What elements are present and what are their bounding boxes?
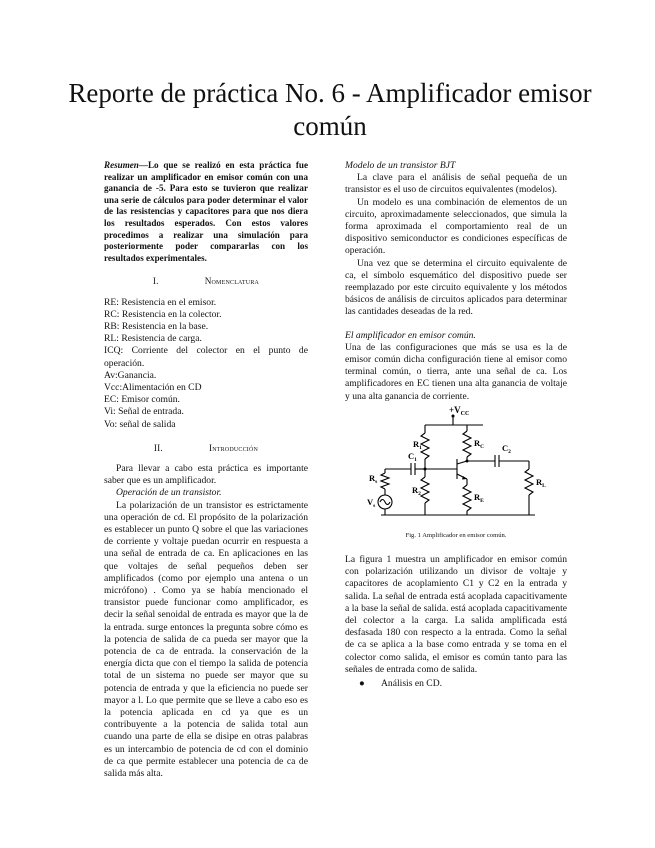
section-number: I. (152, 276, 159, 287)
label-c2: $C_2$ (502, 442, 511, 455)
bullet-text: Análisis en CD. (381, 678, 443, 690)
bullet-icon: ● (359, 678, 365, 690)
abstract-label: Resumen (104, 160, 139, 170)
label-r1: $R_1$ (413, 438, 422, 451)
left-column (104, 160, 308, 780)
subsection-title: Modelo de un transistor BJT (345, 160, 456, 171)
body-paragraph: La clave para el análisis de señal pequeña de un transistor es el uso de circuitos equivalentes (modelos). (345, 172, 567, 196)
nomenclature-item: Av:Ganancia. (104, 369, 157, 381)
label-rc: $R_C$ (474, 437, 485, 450)
body-paragraph: La figura 1 muestra un amplificador en emisor común con polarización utilizando un divisor de voltaje y capacitores de acoplamiento C1 y C2 en la entrada y salida. La señal de entrada está acoplada capacitivamente a la base la señal de salida. está acoplada capacitivamente del colector a la carga. La salida amplificada está desfasada 180 con respecto a la entrada. Como la señal de ca se aplica a la base como entrada y se toma en el colector como salida, el emisor es común tanto para las señales de entrada como de salida. (345, 554, 567, 675)
nomenclature-item: RB: Resistencia en la base. (104, 320, 209, 332)
label-re: $R_E$ (474, 491, 484, 504)
intro-paragraph: Para llevar a cabo esta práctica es importante saber que es un amplificador. (104, 462, 308, 487)
label-vcc: $+V_{CC}$ (449, 404, 470, 417)
section-number: II. (153, 442, 163, 453)
figure-caption: Fig. 1 Amplificador en emisor común. (405, 531, 507, 539)
nomenclature-item: RC: Resistencia en la colector. (104, 308, 222, 320)
body-paragraph: Una vez que se determina el circuito equivalente de ca, el símbolo esquemático del dispositivo puede ser reemplazado por este circuito equivalente y los métodos básicos de análisis de circuitos aplicados para determinar las cantidades deseadas de la red. (345, 257, 567, 318)
nomenclature-item: ICQ: Corriente del colector en el punto de operación. (104, 345, 308, 369)
circuit-figure (345, 403, 567, 527)
circuit-diagram (345, 403, 567, 527)
nomenclature-item: Vcc:Alimentación en CD (104, 381, 202, 393)
body-paragraph: La polarización de un transistor es estrictamente una operación de cd. El propósito de la polarización es establecer un punto Q sobre el que las variaciones de corriente y voltaje puedan ocurrir en respuesta a una señal de entrada de ca. En aplicaciones en las que voltajes de señal pequeños deben ser amplificados (como por ejemplo una antena o un micrófono) . Como ya se había mencionado el transistor puede funcionar como amplificador, es decir la señal senoidal de entrada es mayor que la de la entrada. surge entonces la pregunta sobre cómo es la potencia de salida de ca pueda ser mayor que la potencia de ca de entrada. la conservación de la energía dicta que con el tiempo la salida de potencia total de un sistema no puede ser mayor que su potencia de entrada y que la eficiencia no puede ser mayor a l. Lo que permite que se lleve a cabo eso es la potencia aplicada en cd ya que es un contribuyente a la potencia de salida total aun cuando una parte de ella se disipe en otras palabras es un intercambio de potencia de cd con el dominio de ca que permite establecer una potencia de ca de salida más alta. (104, 499, 308, 780)
subsection-title: Operación de un transistor. (116, 487, 222, 499)
right-column (345, 160, 567, 690)
bullet-item (345, 678, 567, 690)
label-r2: $R_2$ (412, 484, 421, 497)
abstract (104, 160, 308, 264)
section-heading-nomenclatura (104, 275, 308, 287)
label-rl: $R_L$ (536, 476, 546, 489)
nomenclature-item: EC: Emisor común. (104, 394, 180, 406)
body-paragraph: Un modelo es una combinación de elementos de un circuito, aproximadamente seleccionados, que simula la forma aproximada el comportamiento real de un dispositivo semiconductor es condiciones específicas de operación. (345, 196, 567, 257)
section-heading-introduccion (104, 442, 308, 454)
page-title: Reporte de práctica No. 6 - Amplificador emisor común (68, 78, 592, 141)
label-rs: $R_s$ (369, 472, 378, 485)
subsection-title: El amplificador en emisor común. (345, 329, 476, 341)
nomenclature-item: RE: Resistencia en el emisor. (104, 296, 217, 308)
nomenclature-item: RL: Resistencia de carga. (104, 333, 202, 345)
section-title: Introducción (208, 442, 259, 453)
nomenclature-item: Vo: señal de salida (104, 418, 176, 430)
section-title: Nomenclatura (204, 276, 260, 287)
body-paragraph: Una de las configuraciones que más se usa es la de emisor común dicha configuración tiene al emisor como terminal común, o tierra, ante una señal de ca. Los amplificadores en EC tienen una alta ganancia de voltaje y una alta ganancia de corriente. (345, 341, 567, 402)
nomenclature-item: Vi: Señal de entrada. (104, 406, 184, 418)
label-vs: $V_s$ (367, 496, 376, 509)
label-c1: $C_1$ (408, 450, 417, 463)
nomenclature-list (104, 297, 308, 431)
abstract-text: —Lo que se realizó en esta práctica fue realizar un amplificador en emisor común con una ganancia de -5. Para esto se tuvieron que realizar una serie de cálculos para poder determinar el valor de las resistencias y capacitores para que nos diera los resultados esperados. Con estos valores procedimos a realizar una simulación para posteriormente poder compararlas con los resultados experimentales. (104, 160, 308, 263)
